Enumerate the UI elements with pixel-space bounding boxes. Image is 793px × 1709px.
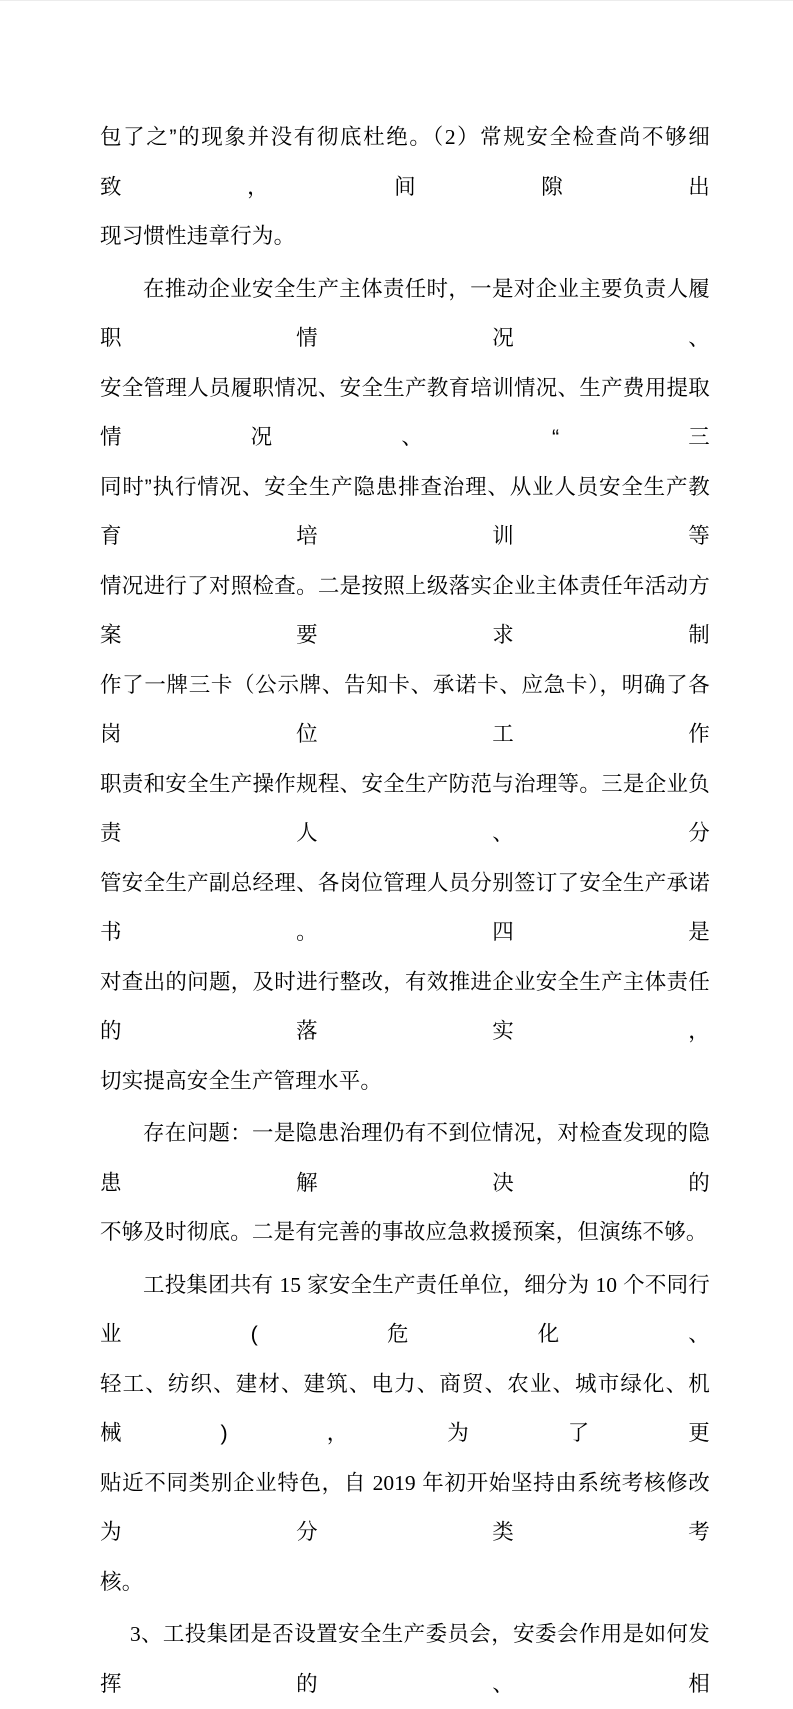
paragraph bbox=[100, 265, 710, 1107]
text-line: 存在问题：一是隐患治理仍有不到位情况，对检查发现的隐患解决的 bbox=[100, 1121, 710, 1195]
paragraph bbox=[100, 1610, 710, 1709]
text-line: 情况进行了对照检查。二是按照上级落实企业主体责任年活动方案要求制 bbox=[100, 573, 710, 647]
text-line: 切实提高安全生产管理水平。 bbox=[100, 1068, 383, 1093]
serif-number: 10 bbox=[595, 1272, 617, 1297]
text-line: 轻工、纺织、建材、建筑、电力、商贸、农业、城市绿化、机械)，为了更 bbox=[100, 1371, 710, 1445]
text-line: 同时”执行情况、安全生产隐患排查治理、从业人员安全生产教育培训等 bbox=[100, 474, 710, 548]
text-line: 工投集团共有 15 家安全生产责任单位，细分为 10 个不同行业(危化、 bbox=[100, 1272, 711, 1346]
text-line: 在推动企业安全生产主体责任时，一是对企业主要负责人履职情况、 bbox=[100, 276, 710, 350]
text-line: 贴近不同类别企业特色，自 2019 年初开始坚持由系统考核修改为分类考 bbox=[100, 1470, 711, 1544]
paragraph bbox=[100, 113, 710, 262]
text-line: 对查出的问题，及时进行整改，有效推进企业安全生产主体责任的落实， bbox=[100, 969, 710, 1043]
text-line: 职责和安全生产操作规程、安全生产防范与治理等。三是企业负责人、分 bbox=[100, 771, 710, 845]
text-line: 作了一牌三卡（公示牌、告知卡、承诺卡、应急卡），明确了各岗位工作 bbox=[100, 672, 710, 746]
text-line: 安全管理人员履职情况、安全生产教育培训情况、生产费用提取情况、“三 bbox=[100, 375, 710, 449]
text-line: 管安全生产副总经理、各岗位管理人员分别签订了安全生产承诺书。四是 bbox=[100, 870, 710, 944]
serif-number: 2019 bbox=[372, 1470, 416, 1495]
text-line: 不够及时彻底。二是有完善的事故应急救援预案，但演练不够。 bbox=[100, 1220, 708, 1244]
serif-number: 15 bbox=[279, 1272, 301, 1297]
paragraph bbox=[100, 1261, 710, 1608]
serif-number: 2 bbox=[444, 125, 456, 149]
text-line: 核。 bbox=[100, 1569, 144, 1594]
text-line: 包了之”的现象并没有彻底杜绝。（2）常规安全检查尚不够细致，间隙出 bbox=[100, 125, 710, 199]
text-line: 3、工投集团是否设置安全生产委员会，安委会作用是如何发挥的、相 bbox=[100, 1622, 710, 1696]
text-line: 现习惯性违章行为。 bbox=[100, 224, 296, 248]
serif-number: 3 bbox=[130, 1622, 141, 1646]
document-body bbox=[100, 113, 710, 1709]
paragraph bbox=[100, 1109, 710, 1258]
